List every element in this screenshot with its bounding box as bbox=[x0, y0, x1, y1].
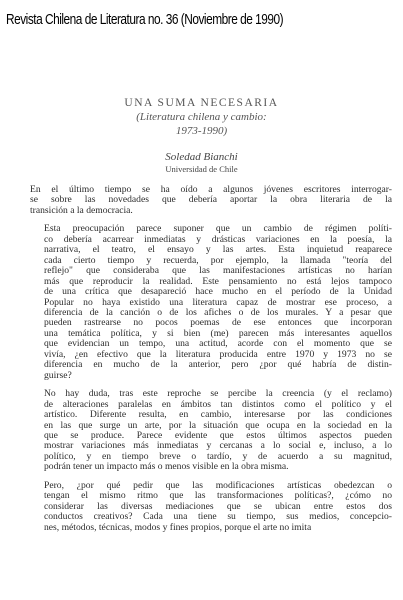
text-line: que evidencian un tempo, una actitud, acorde con el momento que se bbox=[44, 339, 392, 350]
author-name: Soledad Bianchi bbox=[165, 151, 238, 163]
text-line: transición a la democracia. bbox=[30, 205, 133, 216]
paragraph bbox=[30, 185, 392, 216]
text-line: Esta preocupación parece suponer que un cambio de régimen políti- bbox=[44, 224, 392, 235]
text-line: Pero, ¿por qué pedir que las modificaciones artísticas obedezcan o bbox=[44, 480, 392, 491]
text-line: mostrar variaciones más inmediatas y cercanas a lo social e, incluso, a lo bbox=[44, 441, 392, 452]
article-subtitle: (Literatura chilena y cambio: bbox=[136, 111, 267, 123]
author-affiliation: Universidad de Chile bbox=[165, 164, 238, 174]
text-line: guirse? bbox=[44, 370, 72, 381]
text-line: nes, métodos, técnicas, modos y fines propios, porque el arte no imita bbox=[44, 522, 312, 533]
text-line: artístico. Diferente resulta, en cambio, interesarse por las condiciones bbox=[44, 410, 392, 421]
text-line: conductos creativos? Cada una tiene su tiempo, sus medios, concepcio- bbox=[44, 512, 392, 523]
paragraph bbox=[30, 481, 392, 533]
text-line: No hay duda, tras este reproche se percibe la creencia (y el reclamo) bbox=[44, 389, 392, 400]
article-years: 1973-1990) bbox=[175, 125, 228, 137]
text-line: reflejo" que consideraba que las manifestaciones artísticas no harían bbox=[44, 266, 392, 277]
text-line: diferencia en mucho de la anterior, pero ¿por qué habría de distin- bbox=[44, 360, 392, 371]
text-line: considerar las diversas mediaciones que se ubican entre estos dos bbox=[44, 501, 392, 512]
text-line: de una crítica que desapareció hace mucho en el período de la Unidad bbox=[44, 287, 392, 298]
text-line: podrán tener un impacto más o menos visible en la obra misma. bbox=[44, 462, 289, 473]
paragraph bbox=[30, 389, 392, 473]
text-line: más que reproducir la realidad. Este pensamiento no está lejos tampoco bbox=[44, 276, 392, 287]
text-line: vivía, ¿en efectivo que la literatura producida entre 1970 y 1973 no se bbox=[44, 349, 392, 360]
text-line: una temática política, y si bien (me) parecen más interesantes aquellos bbox=[44, 328, 392, 339]
text-line: en las que surge un arte, por la situación que ocupa en la sociedad en la bbox=[44, 420, 392, 431]
text-line: diferencia de la canción o de los afiches o de los murales. Y a pesar que bbox=[44, 307, 392, 318]
text-line: En el último tiempo se ha oído a algunos jóvenes escritores interrogar- bbox=[30, 185, 392, 195]
text-line: cada cierto tiempo y recuerda, por ejemplo, la llamada "teoría del bbox=[44, 255, 392, 266]
text-line: que se produce. Parece evidente que estos últimos aspectos pueden bbox=[44, 430, 392, 441]
article-body bbox=[30, 185, 392, 541]
text-line: co debería acarrear inmediatas y drásticas variaciones en la poesía, la bbox=[44, 234, 392, 245]
text-line: político, y en tiempo breve o tardío, y de acuerdo a su magnitud, bbox=[44, 451, 392, 462]
text-line: pueden rastrearse no pocos poemas de ese entonces que incorporan bbox=[44, 318, 392, 329]
text-line: narrativa, el teatro, el ensayo y las artes. Esta inquietud reaparece bbox=[44, 245, 392, 256]
text-line: de alteraciones paralelas en ámbitos tan distintos como el político y el bbox=[44, 399, 392, 410]
paragraph bbox=[30, 224, 392, 381]
text-line: Popular no haya existido una literatura capaz de mostrar ese proceso, a bbox=[44, 297, 392, 308]
text-line: se sobre las novedades que debería aportar la obra literaria de la bbox=[30, 195, 392, 206]
journal-citation-stamp: Revista Chilena de Literatura no. 36 (Noviembre de 1990) bbox=[6, 12, 284, 28]
text-line: tengan el mismo ritmo que las transformaciones políticas?, ¿cómo no bbox=[44, 491, 392, 502]
article-title: UNA SUMA NECESARIA bbox=[124, 97, 279, 109]
